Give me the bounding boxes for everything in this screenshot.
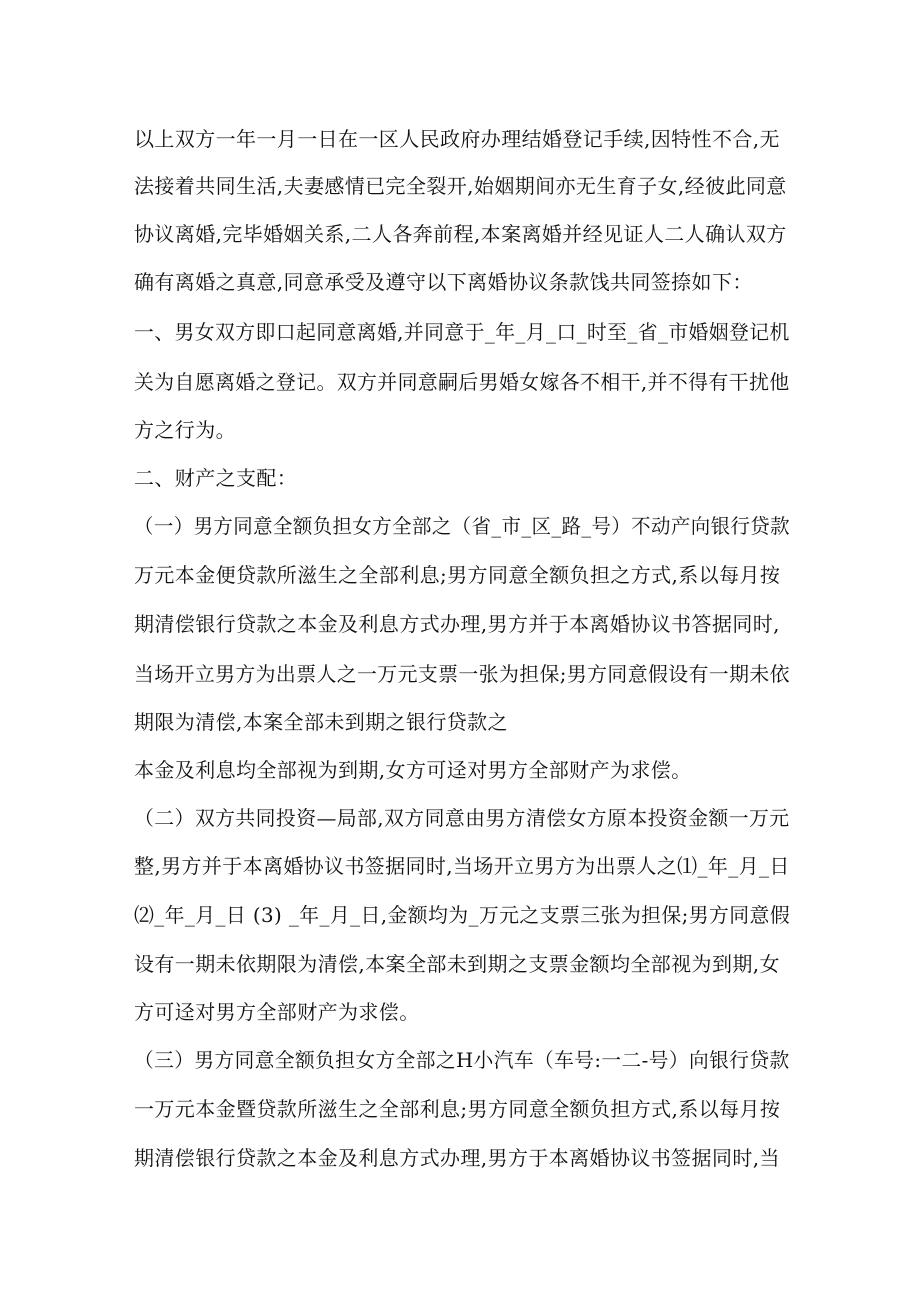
text-line: （二）双方共同投资—局部,双方同意由男方清偿女方原本投资金额一万元 [134, 806, 790, 830]
text-line: 一、男女双方即口起同意离婚,并同意于_年_月_口_时至_省_市婚姻登记机 [134, 320, 790, 344]
text-line: （一）男方同意全额负担女方全部之（省_市_区_路_号）不动产向银行贷款 [134, 514, 791, 538]
text-line: 关为自愿离婚之登记。双方并同意嗣后男婚女嫁各不相干,并不得有干扰他 [134, 370, 790, 394]
text-line: 方可迳对男方全部财产为求偿。 [134, 1000, 420, 1024]
text-line: 一万元本金暨贷款所滋生之全部利息;男方同意全额负担方式,系以每月按 [134, 1097, 781, 1121]
text-line: 整,男方并于本离婚协议书签据同时,当场开立男方为出票人之⑴_年_月_日 [134, 854, 790, 878]
text-line: ⑵_年_月_日 (3) _年_月_日,金额均为_万元之支票三张为担保;男方同意假 [134, 903, 791, 927]
text-line: 本金及利息均全部视为到期,女方可迳对男方全部财产为求偿。 [134, 758, 692, 782]
text-line: （三）男方同意全额负担女方全部之H小汽车（车号:一二-号）向银行贷款 [134, 1048, 790, 1072]
text-line: 方之行为。 [134, 418, 236, 442]
text-line: 协议离婚,完毕婚姻关系,二人各奔前程,本案离婚并经见证人二人确认双方 [134, 222, 787, 246]
text-line: 万元本金便贷款所滋生之全部利息;男方同意全额负担之方式,系以每月按 [134, 563, 781, 587]
text-line: 确有离婚之真意,同意承受及遵守以下离婚协议条款饯共同签捺如下： [134, 270, 753, 294]
text-line: 期限为清偿,本案全部未到期之银行贷款之 [134, 710, 508, 734]
section-heading: 二、财产之支配： [134, 466, 298, 490]
text-line: 以上双方一年一月一日在一区人民政府办理结婚登记手续,因特性不合,无 [134, 127, 780, 151]
text-line: 法接着共同生活,夫妻感情已完全裂开,始姻期间亦无生育子女,经彼此同意 [134, 174, 787, 198]
text-line: 设有一期未依期限为清偿,本案全部未到期之支票金额均全部视为到期,女 [134, 952, 780, 976]
text-line: 期清偿银行贷款之本金及利息方式办理,男方于本离婚协议书签据同时,当 [134, 1146, 780, 1170]
text-line: 当场开立男方为出票人之一万元支票一张为担保;男方同意假设有一期未依 [134, 662, 790, 686]
text-line: 期清偿银行贷款之本金及利息方式办理,男方并于本离婚协议书答据同时, [134, 612, 780, 636]
